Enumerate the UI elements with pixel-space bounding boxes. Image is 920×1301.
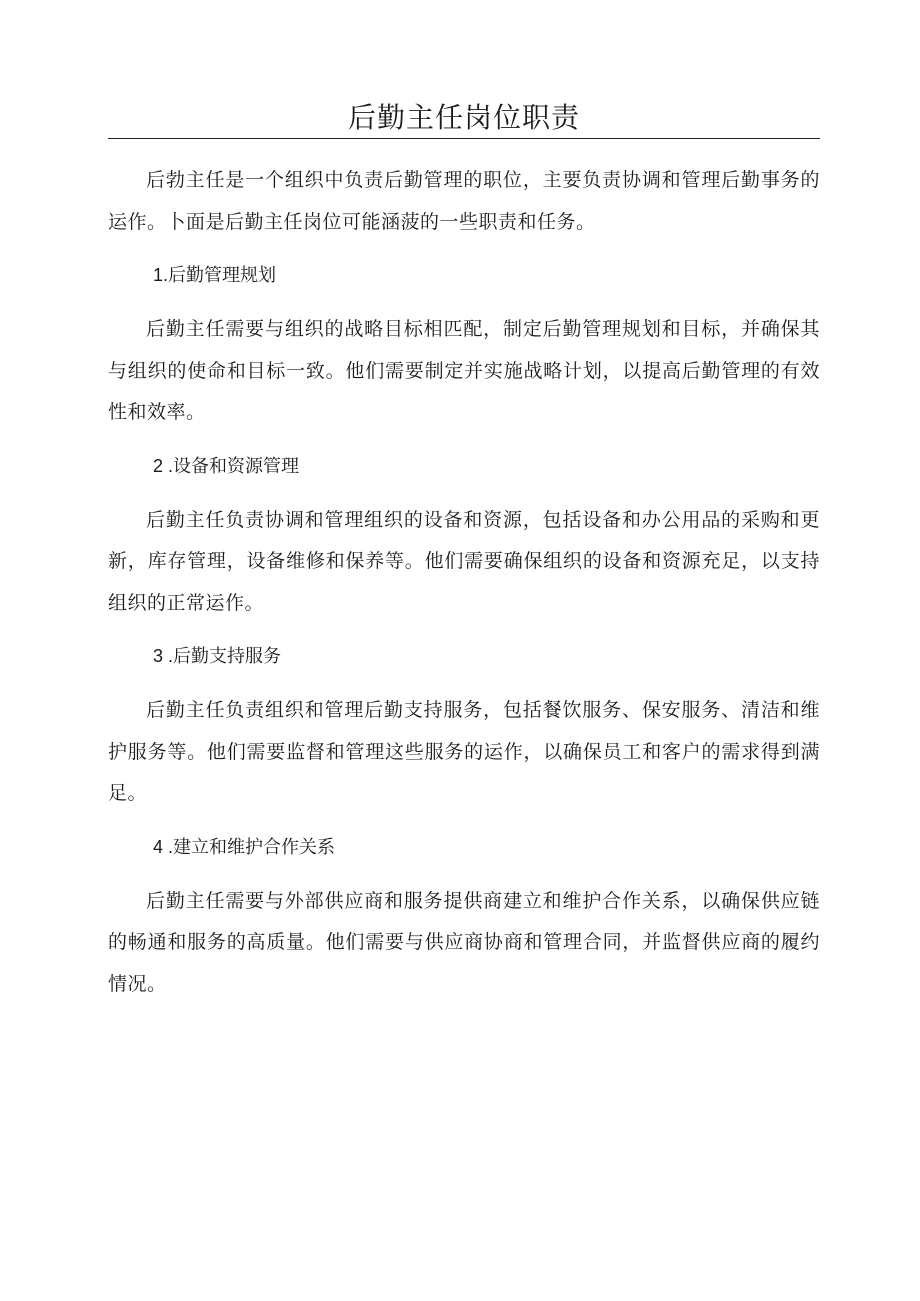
section-heading-4: 4 .建立和维护合作关系 — [153, 836, 336, 857]
section-body-4: 后勤主任需要与外部供应商和服务提供商建立和维护合作关系，以确保供应链的畅通和服务的高质量。他们需要与供应商协商和管理合同，并监督供应商的履约情况。 — [108, 889, 820, 995]
section-body-1: 后勤主任需要与组织的战略目标相匹配，制定后勤管理规划和目标，并确保其与组织的使命和目标一致。他们需要制定并实施战略计划，以提高后勤管理的有效性和效率。 — [108, 318, 820, 423]
section-body-2: 后勤主任负责协调和管理组织的设备和资源，包括设备和办公用品的采购和更新，库存管理，设备维修和保养等。他们需要确保组织的设备和资源充足，以支持组织的正常运作。 — [108, 508, 820, 614]
section-heading-3: 3 .后勤支持服务 — [153, 646, 282, 666]
title-underline — [108, 138, 820, 139]
section-heading-2: 2 .设备和资源管理 — [153, 455, 300, 476]
section-body-3: 后勤主任负责组织和管理后勤支持服务，包括餐饮服务、保安服务、清洁和维护服务等。他们需要监督和管理这些服务的运作，以确保员工和客户的需求得到满足。 — [108, 699, 820, 804]
page-title: 后勤主任岗位职责 — [347, 101, 580, 134]
intro-paragraph: 后勃主任是一个组织中负责后勤管理的职位，主要负责协调和管理后勤事务的运作。卜面是后勤主任岗位可能涵菠的一些职责和任务。 — [108, 169, 820, 233]
document-body — [108, 160, 820, 1005]
section-heading-1: 1.后勤管理规划 — [153, 265, 277, 285]
